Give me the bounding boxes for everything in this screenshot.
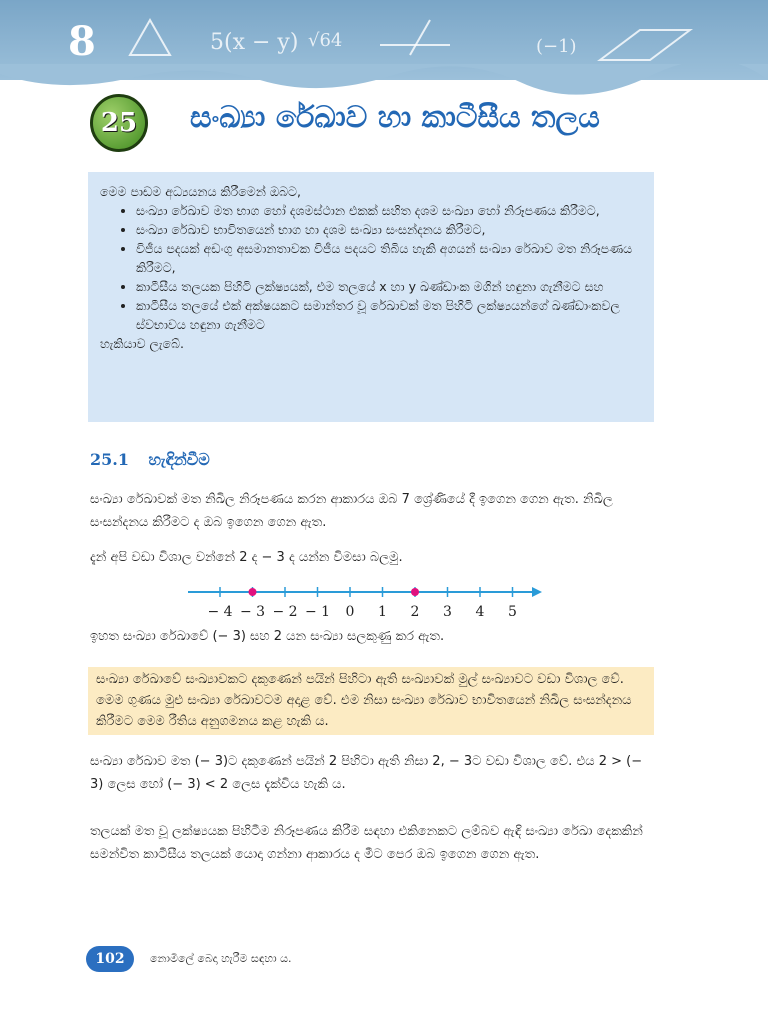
lesson-number-badge: 25: [90, 94, 148, 152]
number-line-label: − 1: [304, 604, 331, 620]
section-number: 25.1: [90, 450, 129, 469]
number-line-marked-point: [249, 588, 257, 596]
footer-note: නොමිලේ බෙදා හැරීම සඳහා ය.: [150, 952, 292, 965]
number-line-label: 1: [378, 604, 387, 620]
number-line-marked-point: [411, 588, 419, 596]
number-line-label: 0: [345, 604, 355, 620]
number-line-label: − 2: [272, 604, 298, 620]
paragraph-cartesian-plane: තලයක් මත වූ ලක්ෂ්‍යයක පිහිටීම නිරූපණය කිරීම සඳහා එකිනෙකට ලම්බව ඇඳි සංඛ්‍යා රේඛා දෙකකින් සමන්විත කාටීසීය තලයක් යොදා ගන්නා ආකාරය ද මීට පෙර ඔබ ඉගෙන ගෙන ඇත.: [90, 824, 643, 862]
triangle-icon: [130, 20, 170, 55]
objective-item: • සංඛ්‍යා රේඛාව මත භාග හෝ දශමස්ථාන එකක් සහිත දශම සංඛ්‍යා හෝ නිරූපණය කිරීමට,: [136, 201, 642, 220]
angle-icon: [410, 20, 430, 55]
number-line-label: − 4: [207, 604, 233, 620]
section-title: හැඳින්වීම: [148, 450, 210, 469]
objective-item: • කාටීසීය තලයේ එක් අක්ෂයකට සමාන්තර වූ රේඛාවක් මත පිහිටි ලක්ෂ්‍යයන්ගේ ඛණ්ඩාංකවල ස්වභාවය හඳුනා ගැනීමට: [136, 296, 642, 334]
paragraph-intro: සංඛ්‍යා රේඛාවක් මත නිඛිල නිරූපණය කරන ආකාරය ඔබ 7 ශ්‍රේණියේ දී ඉගෙන ගෙන ඇත. නිඛිල සංසන්දනය කිරීමට ද ඔබ ඉගෙන ගෙන ඇත.: [90, 492, 613, 530]
header-math-expression: (−1): [536, 36, 577, 57]
rule-highlight-box: සංඛ්‍යා රේඛාවේ සංඛ්‍යාවකට දකුණෙන් පයින් පිහිටා ඇති සංඛ්‍යාවක් මුල් සංඛ්‍යාවට වඩා විශාල වේ. මෙම ගුණය මුළු සංඛ්‍යා රේඛාවටම අදාළ වේ. එම නිසා සංඛ්‍යා රේඛාව භාවිතයෙන් නිඛිල සංසන්දනය කිරීමට මෙම රීතිය අනුගමනය කළ හැකි ය.: [88, 667, 654, 735]
objective-item: • කාටීසීය තලයක පිහිටි ලක්ෂ්‍යයක්, එම තලයේ x හා y ඛණ්ඩාංක මගින් හඳුනා ගැනීමට සහ: [136, 277, 642, 296]
page-number-badge: 102: [86, 946, 134, 972]
objectives-intro: මෙම පාඩම අධ්‍යයනය කිරීමෙන් ඔබට,: [100, 184, 302, 199]
number-line-label: − 3: [239, 604, 266, 620]
objective-item: • සංඛ්‍යා රේඛාව භාවිතයෙන් භාග හා දශම සංඛ්‍යා සංසන්දනය කිරීමට,: [136, 220, 642, 239]
prism-icon: [600, 30, 690, 60]
grade-number: 8: [68, 18, 96, 65]
objectives-list: [100, 201, 642, 334]
paragraph-number-line-caption: ඉහත සංඛ්‍යා රේඛාවේ (− 3) සහ 2 යන සංඛ්‍යා සලකුණු කර ඇත.: [90, 629, 445, 644]
number-line-arrow: [532, 587, 542, 597]
objectives-outro: හැකියාව ලැබේ.: [100, 336, 184, 351]
lesson-title: සංඛ්‍යා රේඛාව හා කාටීසීය තලය: [190, 100, 600, 135]
paragraph-question: දැන් අපි වඩා විශාල වන්නේ 2 ද − 3 ද යන්න විමසා බලමු.: [90, 550, 403, 565]
section-heading: [90, 450, 210, 470]
number-line-label: 4: [475, 604, 485, 620]
header-math-expression: √64: [308, 30, 343, 51]
number-line-label: 5: [508, 604, 517, 620]
number-line-label: 3: [443, 604, 452, 620]
header-math-expression: 5(x − y): [210, 30, 299, 55]
paragraph-comparison: සංඛ්‍යා රේඛාව මත (− 3)ට දකුණෙන් පයින් 2 පිහිටා ඇති නිසා 2, − 3ට වඩා විශාල වේ. එය 2 > (− 3) ලෙස හෝ (− 3) < 2 ලෙස දැක්විය හැකි ය.: [90, 754, 643, 792]
objectives-box: [88, 172, 654, 422]
objective-item: • විජීය පදයක් අඩංගු අසමානතාවක විජීය පදයට තිබිය හැකි අගයන් සංඛ්‍යා රේඛාව මත නිරූපණය කිරීමට,: [136, 239, 642, 277]
number-line-label: 2: [410, 604, 420, 620]
number-line: [180, 578, 560, 624]
